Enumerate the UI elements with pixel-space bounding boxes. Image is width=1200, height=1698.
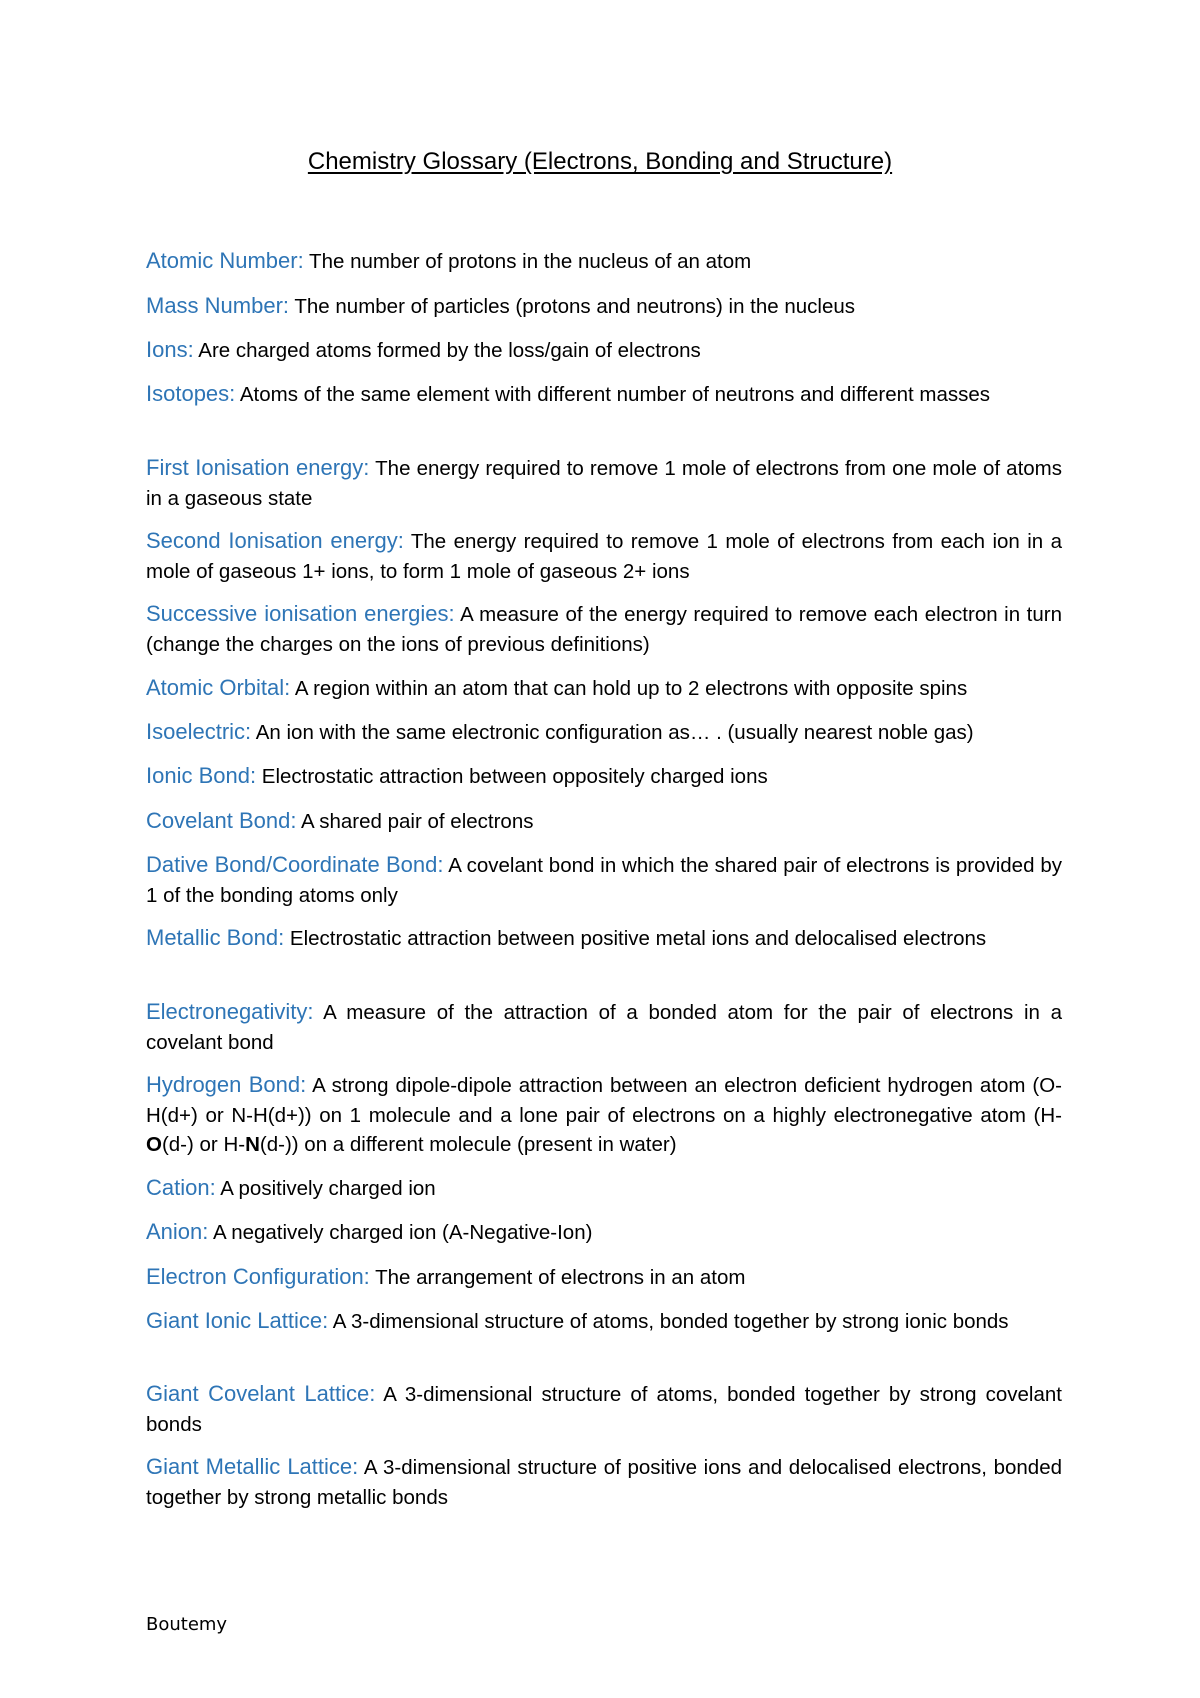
glossary-term: Anion: xyxy=(146,1219,209,1244)
glossary-definition: The arrangement of electrons in an atom xyxy=(375,1266,746,1289)
glossary-entry xyxy=(146,923,1062,954)
glossary-definition: Electrostatic attraction between oppositely charged ions xyxy=(261,765,768,788)
glossary-definition: The number of particles (protons and neutrons) in the nucleus xyxy=(294,295,856,318)
glossary-term: Electron Configuration: xyxy=(146,1264,370,1289)
glossary-definition: The number of protons in the nucleus of an atom xyxy=(309,250,752,273)
glossary-term: Ionic Bond: xyxy=(146,763,257,788)
glossary-term: Ions: xyxy=(146,337,194,362)
glossary-entry xyxy=(146,291,1062,322)
glossary-definition: A shared pair of electrons xyxy=(301,810,534,833)
glossary-entry xyxy=(146,1217,1062,1248)
glossary-definition: A negatively charged ion (A-Negative-Ion) xyxy=(212,1221,593,1244)
glossary-entry xyxy=(146,335,1062,366)
glossary-term: Covelant Bond: xyxy=(146,808,297,833)
glossary-entry xyxy=(146,1262,1062,1293)
glossary-definition: A measure of the energy required to remove each electron in turn (change the charges on the ions of previous definitions) xyxy=(146,603,1062,656)
glossary-term: Second Ionisation energy: xyxy=(146,528,404,553)
glossary-term: Atomic Orbital: xyxy=(146,675,291,700)
glossary-entry xyxy=(146,1379,1062,1439)
glossary-definition: (d-) or H- xyxy=(161,1133,246,1156)
glossary-definition: A region within an atom that can hold up to 2 electrons with opposite spins xyxy=(294,677,968,700)
glossary-definition: The energy required to remove 1 mole of electrons from one mole of atoms in a gaseous state xyxy=(146,457,1062,510)
glossary-entry xyxy=(146,761,1062,792)
glossary-definition: A 3-dimensional structure of atoms, bonded together by strong ionic bonds xyxy=(332,1310,1009,1333)
glossary-definition: Electrostatic attraction between positive metal ions and delocalised electrons xyxy=(289,927,987,950)
glossary-entry xyxy=(146,246,1062,277)
glossary-entry xyxy=(146,1452,1062,1512)
page-title: Chemistry Glossary (Electrons, Bonding and Structure) xyxy=(307,148,893,175)
glossary-term: Metallic Bond: xyxy=(146,925,285,950)
glossary-definition: An ion with the same electronic configuration as… . (usually nearest noble gas) xyxy=(255,721,974,744)
glossary-entry xyxy=(146,850,1062,910)
glossary-entry xyxy=(146,1173,1062,1204)
glossary-term: Mass Number: xyxy=(146,293,290,318)
glossary-term: Successive ionisation energies: xyxy=(146,601,455,626)
glossary-term: Atomic Number: xyxy=(146,248,304,273)
glossary-definition: A measure of the attraction of a bonded atom for the pair of electrons in a covelant bond xyxy=(146,1001,1062,1054)
glossary-term: First Ionisation energy: xyxy=(146,455,370,480)
glossary-term: Isotopes: xyxy=(146,381,236,406)
glossary-definition: Atoms of the same element with different number of neutrons and different masses xyxy=(239,383,991,406)
glossary-term: Cation: xyxy=(146,1175,216,1200)
glossary-entry xyxy=(146,806,1062,837)
glossary-definition: A positively charged ion xyxy=(220,1177,436,1200)
glossary-definition: A 3-dimensional structure of positive ions and delocalised electrons, bonded together by strong metallic bonds xyxy=(146,1456,1062,1509)
glossary-entry xyxy=(146,379,1062,410)
glossary-entry xyxy=(146,997,1062,1057)
glossary-term: Electronegativity: xyxy=(146,999,314,1024)
glossary-term: Isoelectric: xyxy=(146,719,252,744)
glossary-definition: Are charged atoms formed by the loss/gain of electrons xyxy=(198,339,701,362)
glossary-definition: The energy required to remove 1 mole of electrons from each ion in a mole of gaseous 1+ ions, to form 1 mole of gaseous 2+ ions xyxy=(146,530,1062,583)
glossary-entry xyxy=(146,599,1062,659)
glossary-entry xyxy=(146,673,1062,704)
glossary-term: Dative Bond/Coordinate Bond: xyxy=(146,852,444,877)
glossary-entry xyxy=(146,717,1062,748)
glossary-definition: A covelant bond in which the shared pair of electrons is provided by 1 of the bonding atoms only xyxy=(146,854,1062,907)
glossary-term: Giant Ionic Lattice: xyxy=(146,1308,329,1333)
page-footer: Boutemy xyxy=(146,1614,228,1635)
nitrogen-symbol: N xyxy=(245,1133,260,1156)
glossary-term: Giant Covelant Lattice: xyxy=(146,1381,376,1406)
glossary-definition: A strong dipole-dipole attraction between an electron deficient hydrogen atom (O-H(d+) or N-H(d+)) on 1 molecule and a lone pair of electrons on a highly electronegative atom (H- xyxy=(146,1074,1062,1127)
glossary-entry xyxy=(146,453,1062,513)
oxygen-symbol: O xyxy=(146,1133,162,1156)
glossary-definition: A 3-dimensional structure of atoms, bonded together by strong covelant bonds xyxy=(146,1383,1062,1436)
glossary-entry xyxy=(146,526,1062,586)
glossary-entry xyxy=(146,1070,1062,1160)
glossary-definition: (d-)) on a different molecule (present in water) xyxy=(259,1133,677,1156)
glossary-term: Giant Metallic Lattice: xyxy=(146,1454,359,1479)
glossary-term: Hydrogen Bond: xyxy=(146,1072,307,1097)
glossary-entry xyxy=(146,1306,1062,1337)
